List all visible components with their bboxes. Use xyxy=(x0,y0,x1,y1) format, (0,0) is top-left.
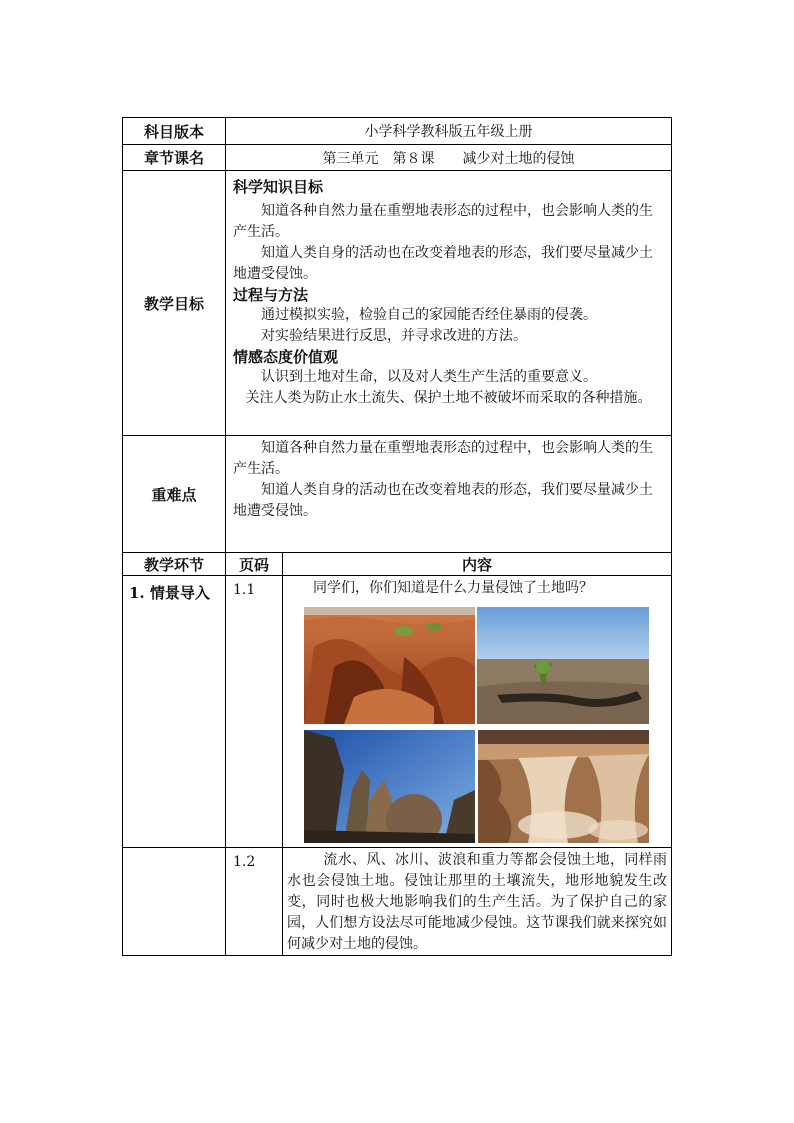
col-page-header: 页码 xyxy=(226,553,283,576)
col-stage-header: 教学环节 xyxy=(123,553,226,576)
subject-value: 小学科学教科版五年级上册 xyxy=(226,118,672,145)
photo-muddy-waterfall xyxy=(478,730,649,843)
process-heading: 过程与方法 xyxy=(233,286,309,304)
objectives-content xyxy=(226,171,672,436)
knowledge-p2: 知道人类自身的活动也在改变着地表的形态，我们要尽量减少土地遭受侵蚀。 xyxy=(233,245,653,282)
process-p1: 通过模拟实验，检验自己的家园能否经住暴雨的侵袭。 xyxy=(261,307,597,323)
attitude-heading: 情感态度价值观 xyxy=(233,348,339,366)
knowledge-heading: 科学知识目标 xyxy=(233,178,324,196)
page-cell-2: 1.2 xyxy=(226,848,283,956)
lesson-info-table xyxy=(122,117,672,553)
chapter-value: 第三单元 第８课 减少对土地的侵蚀 xyxy=(226,145,672,171)
content-cell-2 xyxy=(283,848,672,956)
photo-rock-pillars xyxy=(304,730,475,843)
page-cell: 1.1 xyxy=(226,576,283,848)
col-content-header: 内容 xyxy=(283,553,672,576)
stage-cell-empty xyxy=(123,848,226,956)
chapter-label: 章节课名 xyxy=(123,145,226,171)
intro-question: 同学们，你们知道是什么力量侵蚀了土地吗？ xyxy=(313,580,593,596)
subject-label: 科目版本 xyxy=(123,118,226,145)
objectives-label: 教学目标 xyxy=(123,171,226,436)
key-p1: 知道各种自然力量在重塑地表形态的过程中，也会影响人类的生产生活。 xyxy=(233,440,653,477)
key-content xyxy=(226,436,672,553)
stage-cell: 1. 情景导入 xyxy=(123,576,226,848)
key-p2: 知道人类自身的活动也在改变着地表的形态，我们要尽量减少土地遭受侵蚀。 xyxy=(233,482,653,519)
attitude-p1: 认识到土地对生命，以及对人类生产生活的重要意义。 xyxy=(261,369,597,385)
process-p2: 对实验结果进行反思，并寻求改进的方法。 xyxy=(261,328,527,344)
intro-paragraph: 流水、风、冰川、波浪和重力等都会侵蚀土地，同样雨水也会侵蚀土地。侵蚀让那里的土壤流失，地形地貌发生改变，同时也极大地影响我们的生产生活。为了保护自己的家园，人们想方设法尽可能地减少侵蚀。这节课我们就来探究如何减少对土地的侵蚀。 xyxy=(287,852,667,952)
photo-red-eroded-land xyxy=(304,607,475,724)
attitude-p2: 关注人类为防止水土流失、保护土地不被破坏而采取的各种措施。 xyxy=(245,390,652,406)
teaching-process-table xyxy=(122,552,672,956)
knowledge-p1: 知道各种自然力量在重塑地表形态的过程中，也会影响人类的生产生活。 xyxy=(233,203,653,240)
content-cell-images xyxy=(283,576,672,848)
photo-desert-crack xyxy=(477,607,649,724)
key-label: 重难点 xyxy=(123,436,226,553)
